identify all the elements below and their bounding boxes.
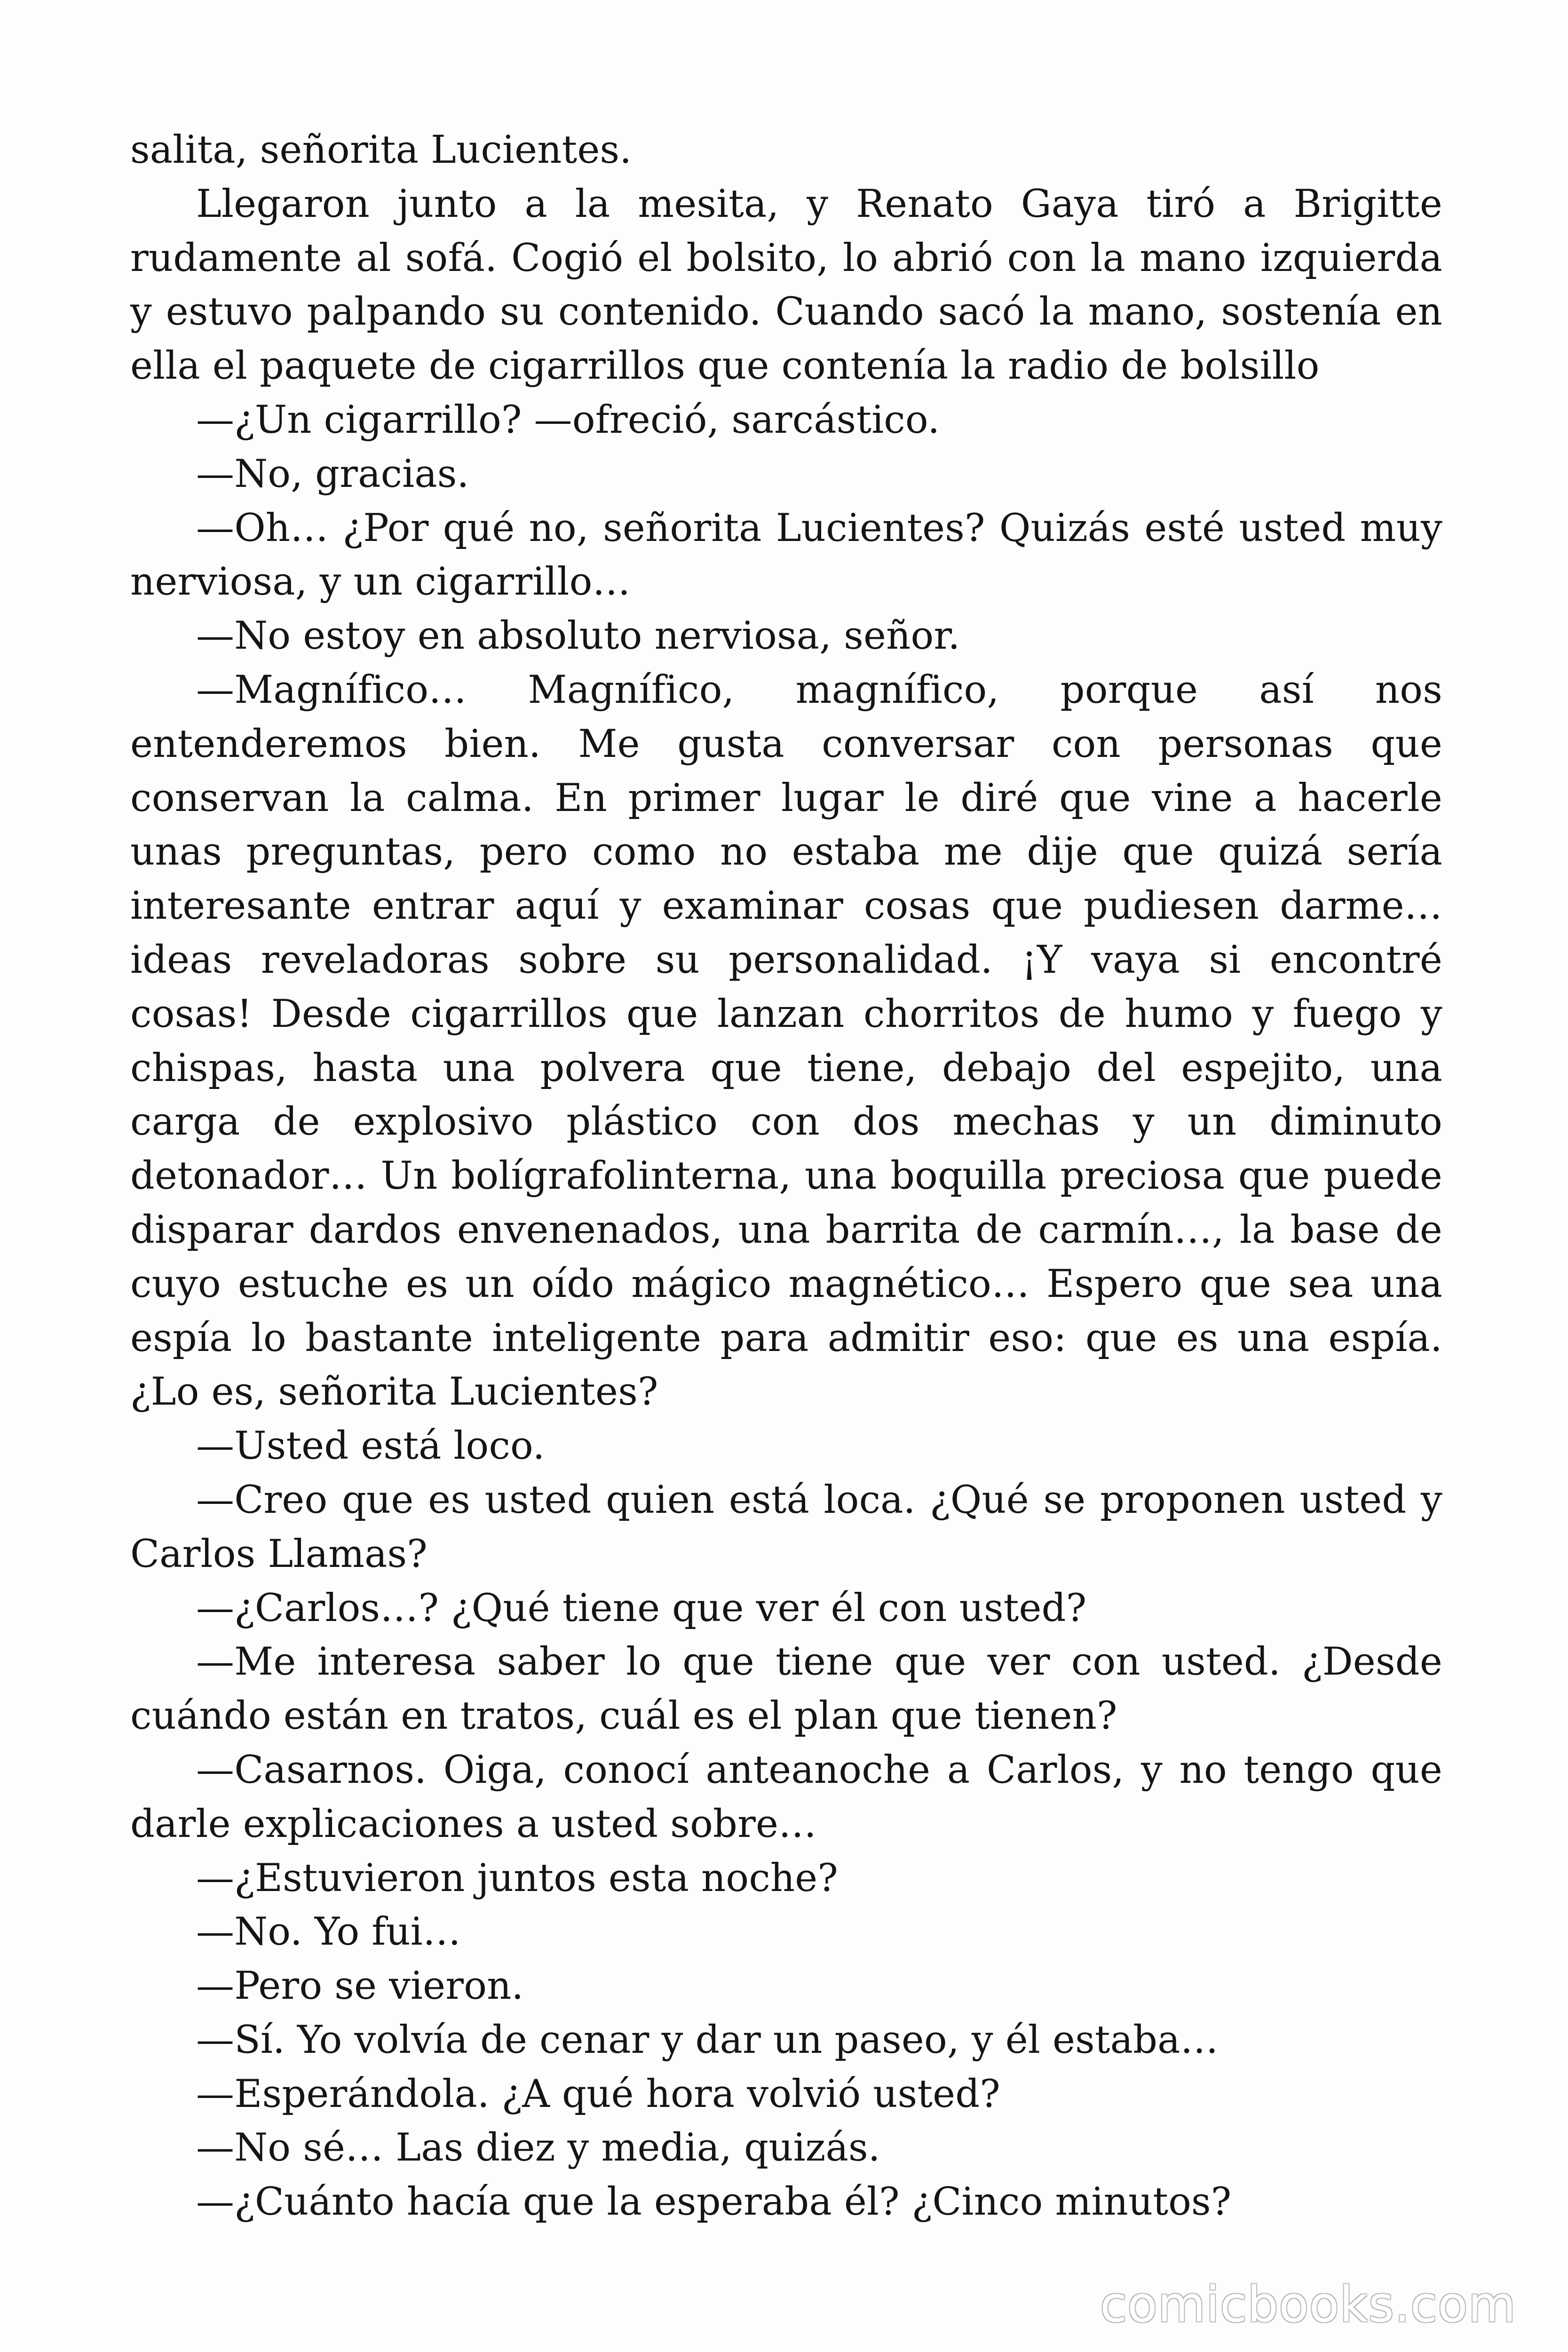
paragraph: —Oh… ¿Por qué no, señorita Lucientes? Quizás esté usted muy nerviosa, y un cigarrillo… — [130, 506, 1442, 604]
paragraph: —Usted está loco. — [196, 1424, 545, 1469]
paragraph: —Pero se vieron. — [196, 1964, 524, 2009]
paragraph: —Esperándola. ¿A qué hora volvió usted? — [196, 2072, 1000, 2116]
paragraph: Llegaron junto a la mesita, y Renato Gaya tiró a Brigitte rudamente al sofá. Cogió el bolsito, lo abrió con la mano izquierda y estuvo palpando su contenido. Cuando sacó la mano, sostenía en ella el paquete de cigarrillos que contenía la radio de bolsillo — [130, 182, 1442, 389]
page-body — [130, 123, 1442, 2229]
paragraph: —Creo que es usted quien está loca. ¿Qué se proponen usted y Carlos Llamas? — [130, 1478, 1442, 1576]
paragraph: —No sé… Las diez y media, quizás. — [196, 2126, 880, 2170]
paragraph: —¿Un cigarrillo? —ofreció, sarcástico. — [196, 397, 940, 442]
paragraph: —Sí. Yo volvía de cenar y dar un paseo, y él estaba… — [196, 2018, 1219, 2062]
paragraph: —Casarnos. Oiga, conocí anteanoche a Carlos, y no tengo que darle explicaciones a usted sobre… — [130, 1748, 1442, 1846]
watermark: comicbooks.com — [1100, 2276, 1516, 2333]
paragraph: salita, señorita Lucientes. — [130, 128, 632, 172]
paragraph: —No estoy en absoluto nerviosa, señor. — [196, 614, 960, 659]
paragraph: —Magnífico… Magnífico, magnífico, porque así nos entenderemos bien. Me gusta conversar con personas que conservan la calma. En primer lugar le diré que vine a hacerle unas preguntas, pero como no estaba me dije que quizá sería interesante entrar aquí y examinar cosas que pudiesen darme… ideas reveladoras sobre su personalidad. ¡Y vaya si encontré cosas! Desde cigarrillos que lanzan chorritos de humo y fuego y chispas, hasta una polvera que tiene, debajo del espejito, una carga de explosivo plástico con dos mechas y un diminuto detonador… Un bolígrafolinterna, una boquilla preciosa que puede disparar dardos envenenados, una barrita de carmín…, la base de cuyo estuche es un oído mágico magnético… Espero que sea una espía lo bastante inteligente para admitir eso: que es una espía. ¿Lo es, señorita Lucientes? — [130, 667, 1442, 1414]
paragraph: —¿Carlos…? ¿Qué tiene que ver él con usted? — [196, 1586, 1087, 1630]
paragraph: —No, gracias. — [196, 452, 469, 496]
paragraph: —¿Estuvieron juntos esta noche? — [196, 1856, 839, 1900]
paragraph: —Me interesa saber lo que tiene que ver con usted. ¿Desde cuándo están en tratos, cuál es el plan que tienen? — [130, 1640, 1442, 1739]
paragraph: —¿Cuánto hacía que la esperaba él? ¿Cinco minutos? — [196, 2180, 1232, 2225]
paragraph: —No. Yo fui… — [196, 1910, 461, 1955]
